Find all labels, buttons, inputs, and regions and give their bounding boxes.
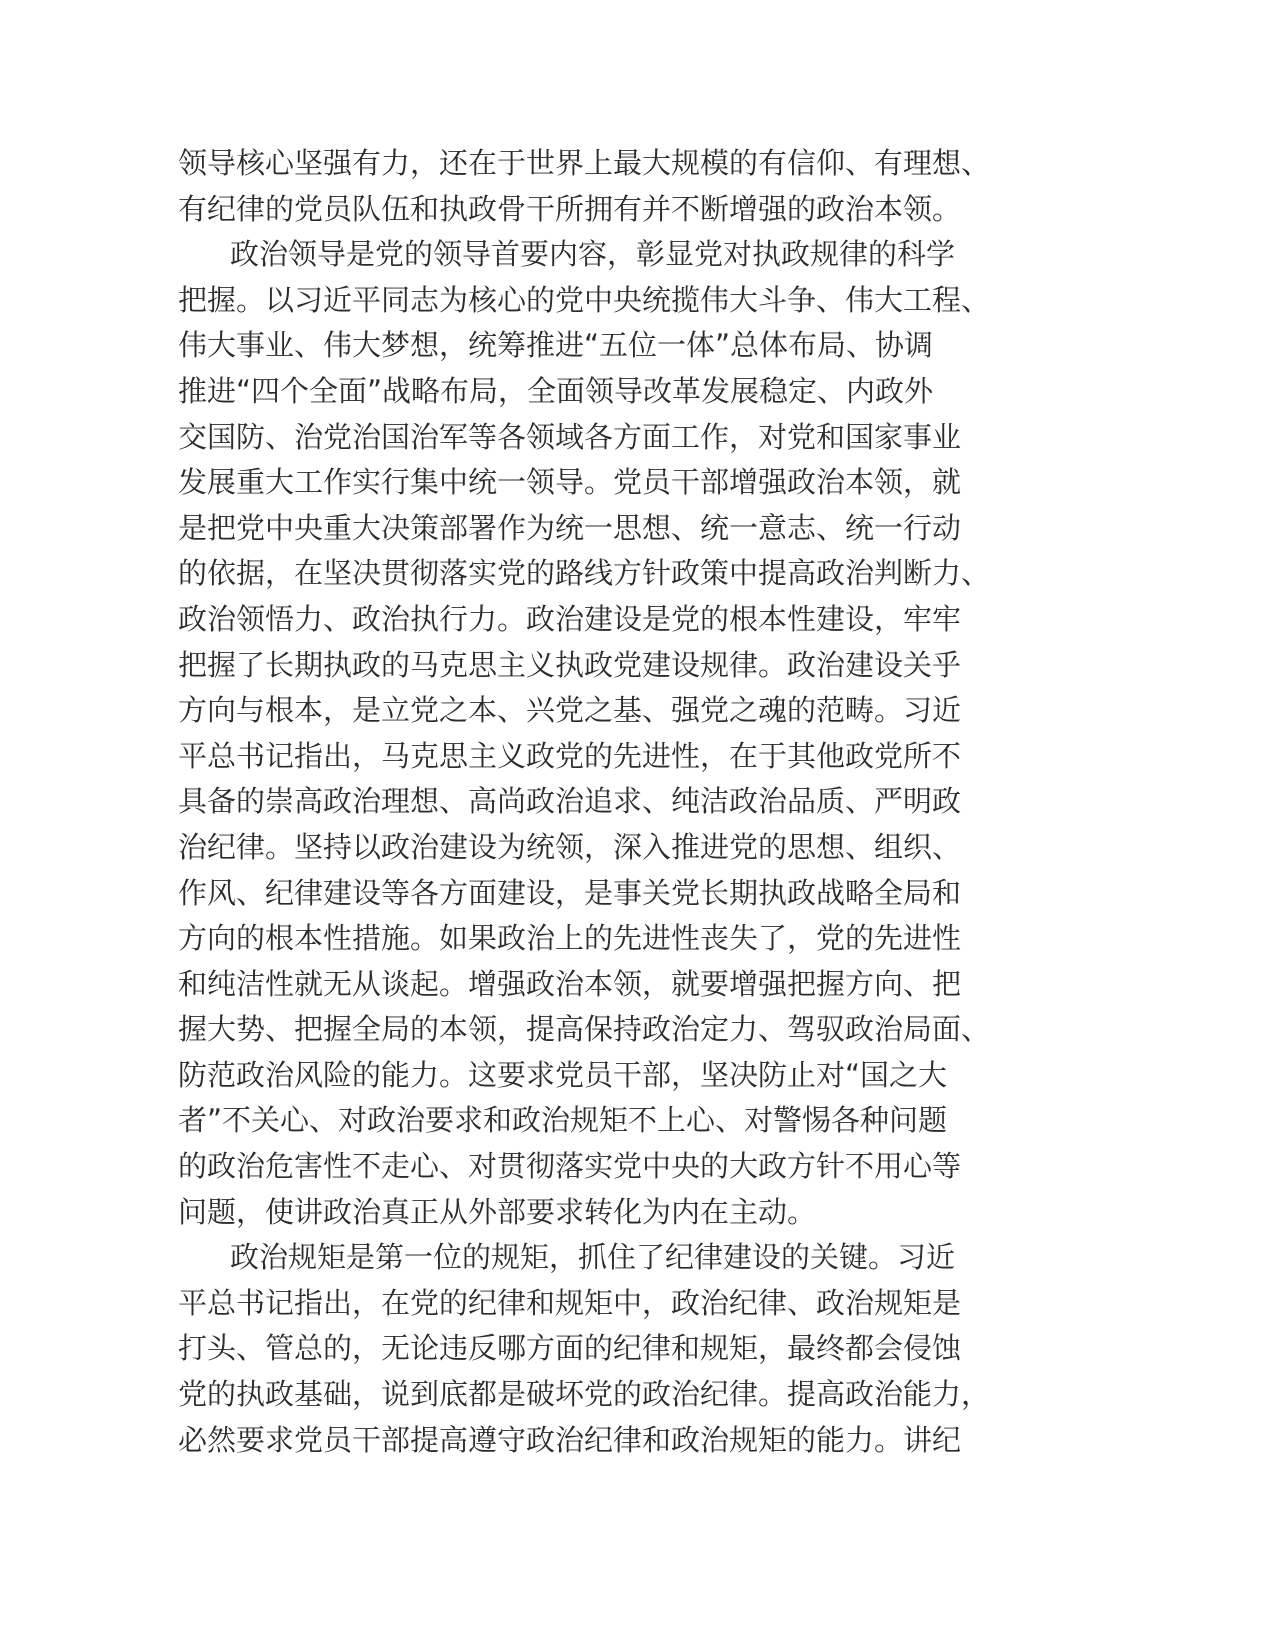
text-line: 治纪律。坚持以政治建设为统领，深入推进党的思想、组织、 xyxy=(178,829,962,864)
text-line: 领导核心坚强有力，还在于世界上最大规模的有信仰、有理想、 xyxy=(178,146,991,180)
text-line: 政治领导是党的领导首要内容，彰显党对执政规律的科学 xyxy=(230,237,956,272)
text-line: 推进“四个全面”战略布局，全面领导改革发展稳定、内政外 xyxy=(178,373,934,408)
text-line: 伟大事业、伟大梦想，统筹推进“五位一体”总体布局、协调 xyxy=(178,328,934,363)
document-body xyxy=(178,141,1058,1463)
text-line: 的政治危害性不走心、对贯彻落实党中央的大政方针不用心等 xyxy=(178,1149,962,1184)
text-line: 防范政治风险的能力。这要求党员干部，坚决防止对“国之大 xyxy=(178,1057,948,1092)
text-line: 平总书记指出，在党的纪律和规矩中，政治纪律、政治规矩是 xyxy=(178,1285,962,1320)
text-line: 问题，使讲政治真正从外部要求转化为内在主动。 xyxy=(178,1194,817,1229)
text-line: 是把党中央重大决策部署作为统一思想、统一意志、统一行动 xyxy=(178,510,962,545)
text-line: 平总书记指出，马克思主义政党的先进性，在于其他政党所不 xyxy=(178,738,962,773)
text-line: 有纪律的党员队伍和执政骨干所拥有并不断增强的政治本领。 xyxy=(178,191,962,226)
text-line: 党的执政基础，说到底都是破坏党的政治纪律。提高政治能力， xyxy=(178,1377,991,1412)
text-line: 交国防、治党治国治军等各领域各方面工作，对党和国家事业 xyxy=(178,419,962,454)
text-line: 方向与根本，是立党之本、兴党之基、强党之魂的范畴。习近 xyxy=(178,693,962,728)
text-line: 发展重大工作实行集中统一领导。党员干部增强政治本领，就 xyxy=(178,465,962,500)
text-line: 政治规矩是第一位的规矩，抓住了纪律建设的关键。习近 xyxy=(230,1240,956,1275)
text-line: 把握了长期执政的马克思主义执政党建设规律。政治建设关乎 xyxy=(178,647,962,682)
text-line: 者”不关心、对政治要求和政治规矩不上心、对警惕各种问题 xyxy=(178,1103,948,1138)
text-line: 把握。以习近平同志为核心的党中央统揽伟大斗争、伟大工程、 xyxy=(178,282,991,317)
text-line: 方向的根本性措施。如果政治上的先进性丧失了，党的先进性 xyxy=(178,921,962,956)
text-line: 作风、纪律建设等各方面建设，是事关党长期执政战略全局和 xyxy=(178,875,962,910)
text-line: 握大势、把握全局的本领，提高保持政治定力、驾驭政治局面、 xyxy=(178,1012,991,1047)
text-line: 具备的崇高政治理想、高尚政治追求、纯洁政治品质、严明政 xyxy=(178,784,962,819)
text-line: 必然要求党员干部提高遵守政治纪律和政治规矩的能力。讲纪 xyxy=(178,1422,962,1457)
text-line: 政治领悟力、政治执行力。政治建设是党的根本性建设，牢牢 xyxy=(178,601,962,636)
text-line: 和纯洁性就无从谈起。增强政治本领，就要增强把握方向、把 xyxy=(178,966,962,1001)
text-line: 打头、管总的，无论违反哪方面的纪律和规矩，最终都会侵蚀 xyxy=(178,1331,962,1366)
text-line: 的依据，在坚决贯彻落实党的路线方针政策中提高政治判断力、 xyxy=(178,556,991,591)
